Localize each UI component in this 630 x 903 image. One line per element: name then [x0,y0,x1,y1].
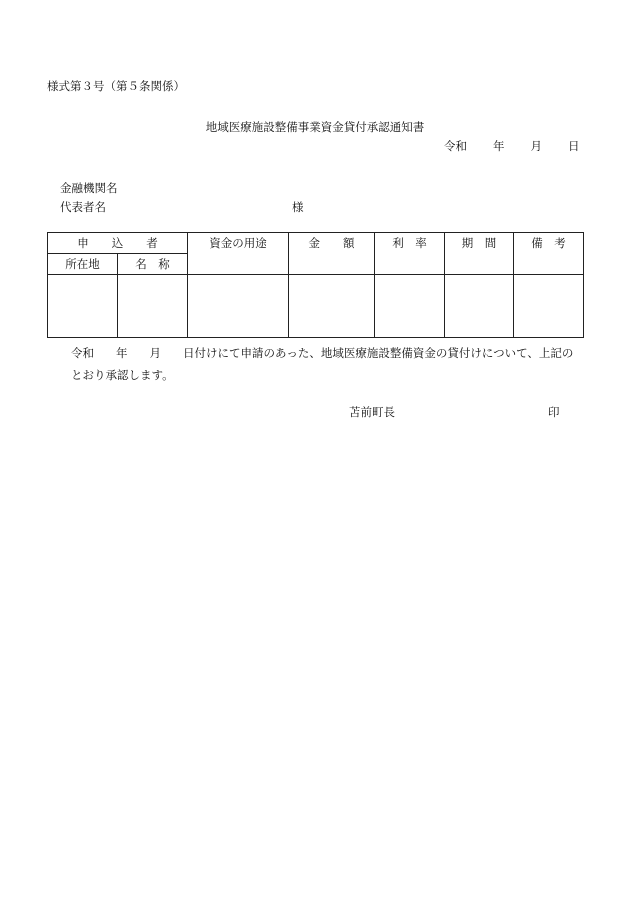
form-number: 様式第３号（第５条関係） [47,79,185,93]
approval-text-line1 [71,345,573,361]
body-era: 令和 [71,346,94,360]
amount-cell[interactable] [289,275,375,338]
mayor-title: 苫前町長 [349,405,395,419]
body-year: 年 [116,346,128,360]
table-row [48,275,584,338]
name-cell[interactable] [118,275,188,338]
address-header: 所在地 [48,254,118,275]
body-month: 月 [149,346,161,360]
date-line [444,138,580,154]
amount-header: 金 額 [289,233,375,275]
date-month: 月 [530,139,542,153]
period-header: 期 間 [445,233,514,275]
interest-rate-header: 利 率 [375,233,445,275]
body-rest: 日付けにて申請のあった、地域医療施設整備資金の貸付けについて、上記の [183,346,574,360]
approval-text-line2: とおり承認します。 [71,368,174,382]
fund-use-header: 資金の用途 [188,233,289,275]
remarks-cell[interactable] [514,275,584,338]
date-day: 日 [568,139,580,153]
interest-rate-cell[interactable] [375,275,445,338]
period-cell[interactable] [445,275,514,338]
loan-table [47,232,584,338]
honorific-label: 様 [292,200,304,214]
seal-mark: 印 [548,405,560,419]
document-title: 地域医療施設整備事業資金貸付承認通知書 [205,120,425,134]
representative-label: 代表者名 [60,200,106,214]
address-cell[interactable] [48,275,118,338]
remarks-header: 備 考 [514,233,584,275]
applicant-header: 申 込 者 [48,233,188,254]
name-header: 名 称 [118,254,188,275]
date-era: 令和 [444,139,467,153]
date-year: 年 [493,139,505,153]
institution-label: 金融機関名 [60,181,118,195]
fund-use-cell[interactable] [188,275,289,338]
